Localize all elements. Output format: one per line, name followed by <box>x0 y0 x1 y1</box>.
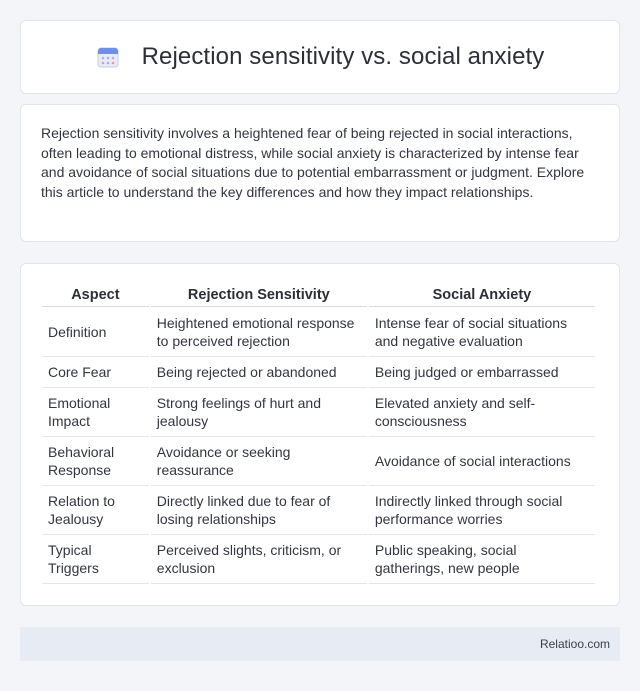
table-cell: Elevated anxiety and self-consciousness <box>369 388 595 437</box>
table-cell: Definition <box>42 307 149 357</box>
footer <box>20 627 620 661</box>
table-cell: Typical Triggers <box>42 535 149 584</box>
table-row <box>42 388 595 437</box>
table-cell: Being rejected or abandoned <box>151 357 367 388</box>
page-title: Rejection sensitivity vs. social anxiety <box>141 43 545 70</box>
table-row <box>42 357 595 388</box>
title-card <box>20 20 620 94</box>
table-cell: Behavioral Response <box>42 437 149 486</box>
table-row <box>42 307 595 357</box>
table-row <box>42 535 595 584</box>
column-header-rejection-sensitivity: Rejection Sensitivity <box>151 284 367 307</box>
table-cell: Avoidance or seeking reassurance <box>151 437 367 486</box>
table-cell: Heightened emotional response to perceived rejection <box>151 307 367 357</box>
table-cell: Indirectly linked through social performance worries <box>369 486 595 535</box>
table-row <box>42 437 595 486</box>
table-cell: Core Fear <box>42 357 149 388</box>
intro-card <box>20 104 620 242</box>
table-cell: Directly linked due to fear of losing relationships <box>151 486 367 535</box>
column-header-social-anxiety: Social Anxiety <box>369 284 595 307</box>
column-header-aspect: Aspect <box>42 284 149 307</box>
table-cell: Relation to Jealousy <box>42 486 149 535</box>
comparison-card <box>20 263 620 606</box>
table-row <box>42 486 595 535</box>
table-header-row <box>42 284 595 307</box>
footer-site-link[interactable]: Relatioo.com <box>539 637 610 651</box>
table-cell: Avoidance of social interactions <box>369 437 595 486</box>
intro-text: Rejection sensitivity involves a heightened fear of being rejected in social interactions, often leading to emotional distress, while social anxiety is characterized by intense fear and avoidance of social situations due to potential embarrassment or judgment. Explore this article to understand the key differences and how they impact relationships. <box>41 125 585 200</box>
table-cell: Intense fear of social situations and negative evaluation <box>369 307 595 357</box>
comparison-table <box>40 284 597 584</box>
table-cell: Perceived slights, criticism, or exclusion <box>151 535 367 584</box>
calendar-icon <box>96 45 120 69</box>
table-cell: Public speaking, social gatherings, new people <box>369 535 595 584</box>
table-cell: Emotional Impact <box>42 388 149 437</box>
table-cell: Strong feelings of hurt and jealousy <box>151 388 367 437</box>
table-cell: Being judged or embarrassed <box>369 357 595 388</box>
